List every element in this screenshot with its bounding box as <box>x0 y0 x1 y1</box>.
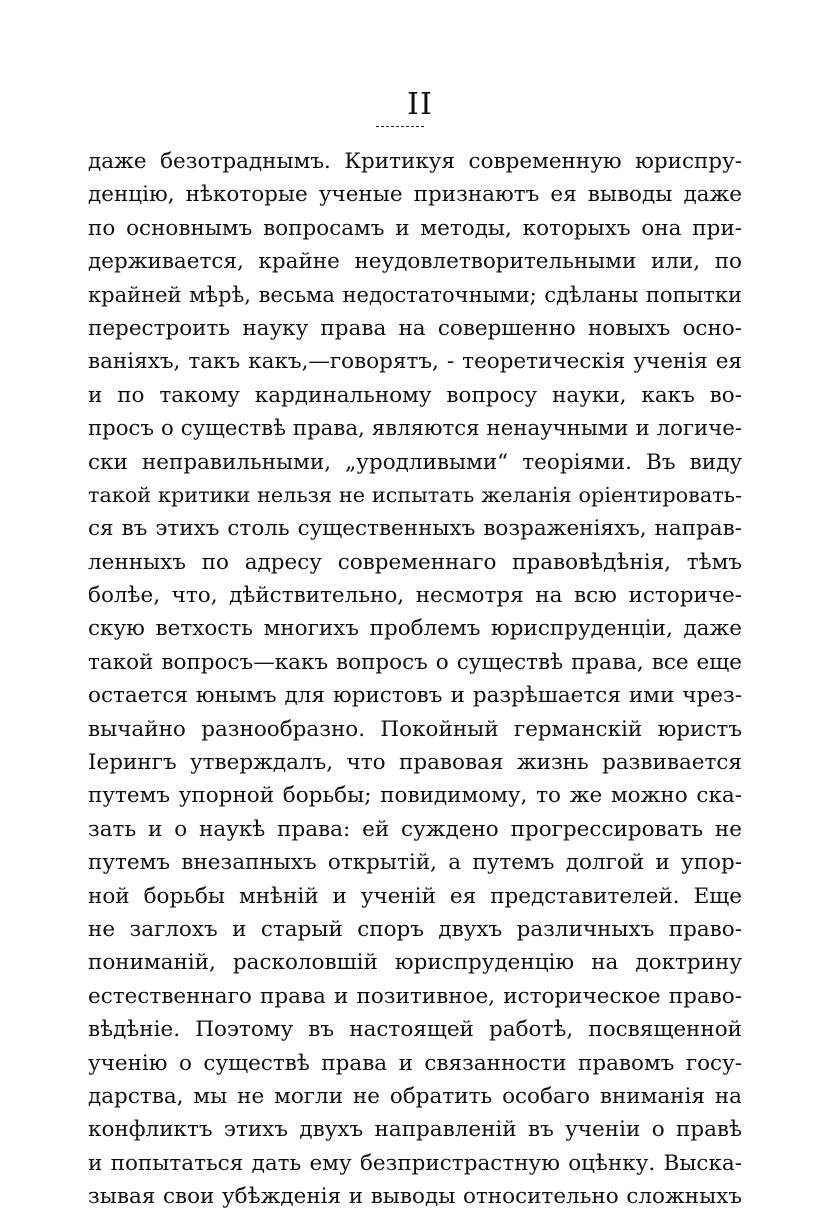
text-line: перестроить науку права на совершенно новыхъ осно- <box>88 315 742 341</box>
text-line: вычайно разнообразно. Покойный германскій юристъ <box>88 716 742 742</box>
text-line: и по такому кардинальному вопросу науки, какъ во- <box>88 382 742 408</box>
text-line: просъ о существѣ права, являются ненаучными и логиче- <box>88 416 742 442</box>
page-number-rule <box>376 126 424 127</box>
text-line: скую ветхость многихъ проблемъ юриспруденціи, даже <box>88 616 742 642</box>
page-number: II <box>407 87 433 122</box>
text-line: ся въ этихъ столь существенныхъ возраженіяхъ, направ- <box>88 516 742 542</box>
text-line: ваніяхъ, такъ какъ,—говорятъ, - теоретическія ученія ея <box>88 349 742 375</box>
text-line: дарства, мы не могли не обратить особаго вниманія на <box>88 1083 742 1109</box>
text-line: по основнымъ вопросамъ и методы, которыхъ она при- <box>88 215 742 241</box>
text-line: даже безотраднымъ. Критикуя современную юриспру- <box>88 149 742 174</box>
text-line: ски неправильными, „уродливыми“ теоріями. Въ виду <box>88 449 742 475</box>
text-line: пониманій, расколовшій юриспруденцію на доктрину <box>88 950 742 976</box>
text-line: ной борьбы мнѣній и ученій ея представителей. Еще <box>88 883 742 909</box>
text-line: зывая свои убѣжденія и выводы относительно сложныхъ <box>88 1184 742 1210</box>
text-line: конфликтъ этихъ двухъ направленій въ ученіи о правѣ <box>88 1117 742 1143</box>
text-line: не заглохъ и старый споръ двухъ различныхъ право- <box>88 916 742 942</box>
text-line: путемъ внезапныхъ открытій, а путемъ долгой и упор- <box>88 850 742 876</box>
text-line: держивается, крайне неудовлетворительными или, по <box>88 249 742 275</box>
text-line: зать и о наукѣ права: ей суждено прогрессировать не <box>88 816 742 842</box>
text-line: Іерингъ утверждалъ, что правовая жизнь развивается <box>88 750 742 776</box>
text-line: такой критики нельзя не испытать желанія оріентировать- <box>88 482 742 507</box>
text-line: и попытаться дать ему безпристрастную оцѣнку. Выска- <box>88 1150 742 1176</box>
body-text <box>88 145 742 1214</box>
text-line: такой вопросъ—какъ вопросъ о существѣ права, все еще <box>88 649 742 675</box>
text-line: остается юнымъ для юристовъ и разрѣшается ими чрез- <box>88 683 742 709</box>
text-line: путемъ упорной борьбы; повидимому, то же можно ска- <box>88 783 742 809</box>
text-line: ленныхъ по адресу современнаго правовѣдѣнія, тѣмъ <box>88 549 742 575</box>
text-line: крайней мѣрѣ, весьма недостаточными; сдѣланы попытки <box>88 282 742 307</box>
text-line: денцію, нѣкоторые ученые признаютъ ея выводы даже <box>88 182 742 208</box>
text-line: болѣе, что, дѣйствительно, несмотря на всю историче- <box>88 583 742 609</box>
text-line: вѣдѣніе. Поэтому въ настоящей работѣ, посвященной <box>88 1017 742 1043</box>
text-line: ученію о существѣ права и связанности правомъ госу- <box>88 1050 742 1076</box>
text-line: естественнаго права и позитивное, историческое право- <box>88 983 742 1009</box>
